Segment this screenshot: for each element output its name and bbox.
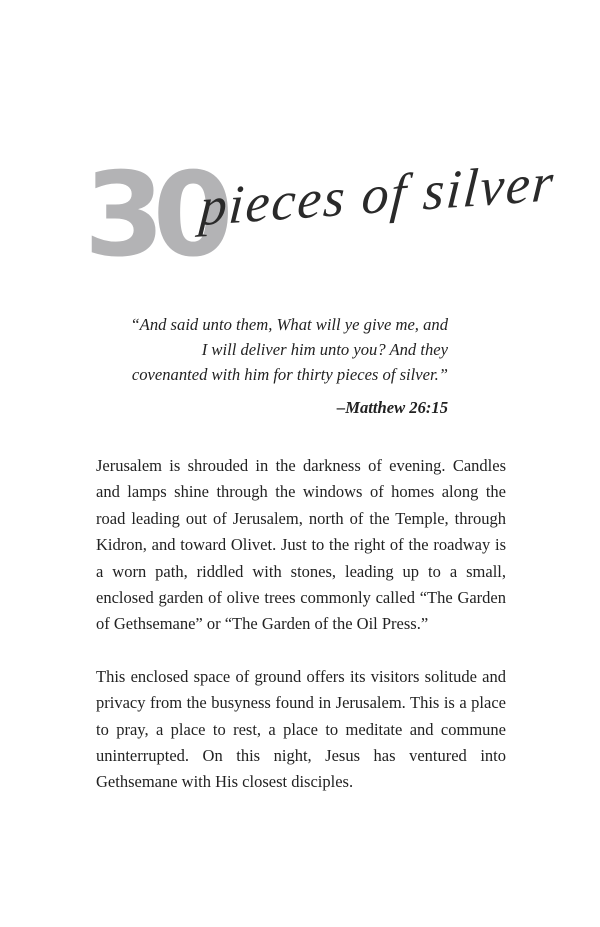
paragraph: Jerusalem is shrouded in the darkness of evening. Candles and lamps shine through the windows of homes along the road leading out of Jerusalem, north of the Temple, through Kidron, and toward Olivet. Just to the right of the roadway is a worn path, riddled with stones, leading up to a small, enclosed garden of olive trees commonly called “The Garden of Gethsemane” or “The Garden of the Oil Press.” (96, 456, 506, 634)
epigraph (130, 312, 448, 420)
chapter-title: pieces of silver (197, 151, 558, 238)
body-text (96, 453, 506, 822)
chapter-number: 30 (84, 148, 222, 283)
epigraph-quote: “And said unto them, What will ye give me, and I will deliver him unto you? And they covenanted with him for thirty pieces of silver.” (130, 315, 448, 384)
epigraph-source: –Matthew 26:15 (336, 398, 448, 417)
paragraph: This enclosed space of ground offers its visitors solitude and privacy from the busyness found in Jerusalem. This is a place to pray, a place to rest, a place to meditate and commune uninterrupted. On this night, Jesus has ventured into Gethsemane with His closest disciples. (96, 666, 506, 792)
chapter-header (84, 148, 558, 288)
